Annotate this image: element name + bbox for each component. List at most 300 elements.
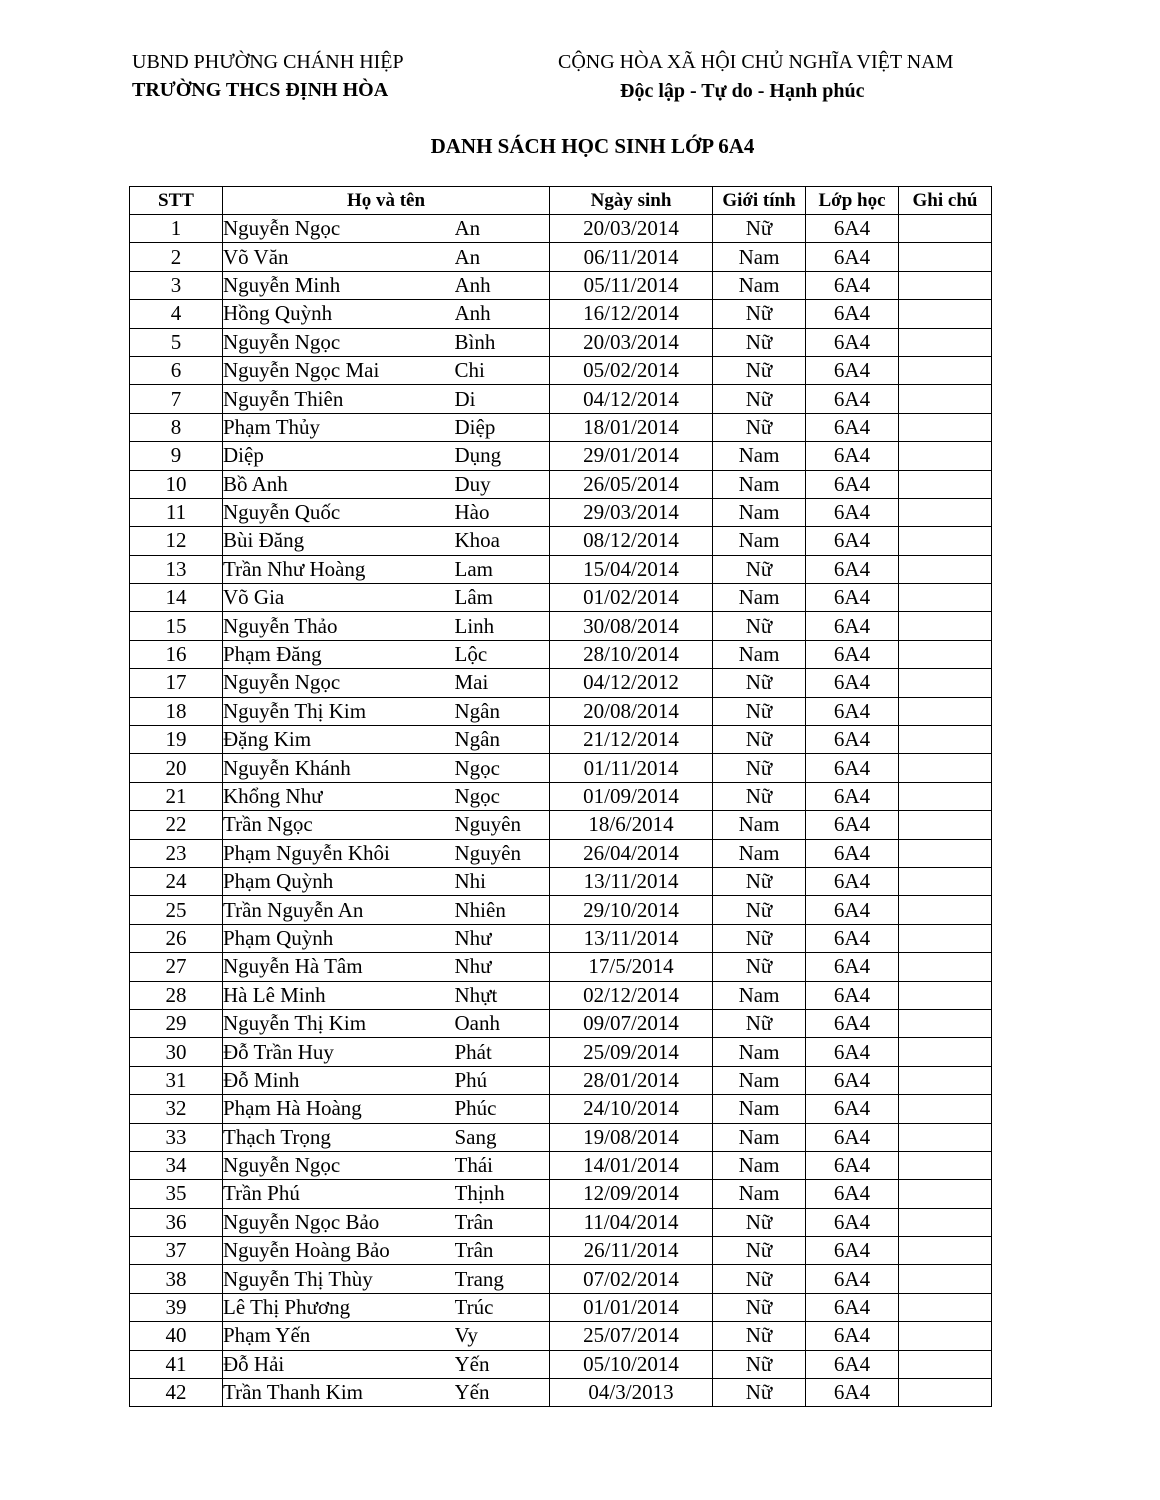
cell-class: 6A4 [806, 697, 899, 725]
cell-note [899, 1123, 992, 1151]
cell-stt: 38 [130, 1265, 223, 1293]
cell-class: 6A4 [806, 1038, 899, 1066]
cell-note [899, 953, 992, 981]
cell-dob: 19/08/2014 [550, 1123, 713, 1151]
cell-note [899, 385, 992, 413]
cell-gender: Nam [713, 1123, 806, 1151]
cell-given-name: Trân [455, 1208, 550, 1236]
cell-note [899, 328, 992, 356]
table-row [130, 1265, 992, 1293]
cell-given-name: Nguyên [455, 811, 550, 839]
table-row [130, 385, 992, 413]
cell-stt: 20 [130, 754, 223, 782]
table-row [130, 328, 992, 356]
cell-stt: 7 [130, 385, 223, 413]
cell-surname: Đỗ Trần Huy [223, 1038, 455, 1066]
cell-gender: Nam [713, 1180, 806, 1208]
cell-gender: Nam [713, 1066, 806, 1094]
cell-given-name: Mai [455, 669, 550, 697]
cell-gender: Nữ [713, 1265, 806, 1293]
cell-surname: Diệp [223, 442, 455, 470]
cell-given-name: Phát [455, 1038, 550, 1066]
table-row [130, 1293, 992, 1321]
cell-stt: 22 [130, 811, 223, 839]
cell-given-name: Nguyên [455, 839, 550, 867]
cell-surname: Nguyễn Thiên [223, 385, 455, 413]
cell-dob: 01/09/2014 [550, 782, 713, 810]
cell-note [899, 243, 992, 271]
cell-surname: Khổng Như [223, 782, 455, 810]
cell-stt: 3 [130, 271, 223, 299]
cell-gender: Nam [713, 1038, 806, 1066]
table-row [130, 555, 992, 583]
table-row [130, 1208, 992, 1236]
cell-dob: 04/12/2012 [550, 669, 713, 697]
cell-gender: Nữ [713, 669, 806, 697]
cell-given-name: Như [455, 924, 550, 952]
cell-note [899, 527, 992, 555]
cell-dob: 20/03/2014 [550, 328, 713, 356]
cell-given-name: Trúc [455, 1293, 550, 1321]
cell-class: 6A4 [806, 754, 899, 782]
cell-gender: Nữ [713, 697, 806, 725]
cell-given-name: Thịnh [455, 1180, 550, 1208]
cell-class: 6A4 [806, 527, 899, 555]
cell-surname: Nguyễn Ngọc Mai [223, 356, 455, 384]
cell-stt: 10 [130, 470, 223, 498]
cell-dob: 20/08/2014 [550, 697, 713, 725]
table-row [130, 527, 992, 555]
table-row [130, 243, 992, 271]
cell-gender: Nam [713, 271, 806, 299]
cell-note [899, 1066, 992, 1094]
org-name-school: TRƯỜNG THCS ĐỊNH HÒA [132, 79, 389, 101]
cell-stt: 37 [130, 1237, 223, 1265]
cell-given-name: Như [455, 953, 550, 981]
cell-class: 6A4 [806, 300, 899, 328]
cell-dob: 29/10/2014 [550, 896, 713, 924]
cell-stt: 16 [130, 640, 223, 668]
cell-class: 6A4 [806, 726, 899, 754]
cell-class: 6A4 [806, 1237, 899, 1265]
table-row [130, 470, 992, 498]
cell-note [899, 271, 992, 299]
cell-class: 6A4 [806, 356, 899, 384]
cell-dob: 06/11/2014 [550, 243, 713, 271]
cell-stt: 34 [130, 1151, 223, 1179]
cell-dob: 01/01/2014 [550, 1293, 713, 1321]
cell-dob: 29/01/2014 [550, 442, 713, 470]
cell-dob: 30/08/2014 [550, 612, 713, 640]
cell-dob: 05/02/2014 [550, 356, 713, 384]
cell-dob: 04/12/2014 [550, 385, 713, 413]
cell-class: 6A4 [806, 1066, 899, 1094]
cell-class: 6A4 [806, 1123, 899, 1151]
cell-given-name: An [455, 215, 550, 243]
cell-gender: Nữ [713, 612, 806, 640]
cell-note [899, 811, 992, 839]
cell-stt: 14 [130, 584, 223, 612]
cell-class: 6A4 [806, 867, 899, 895]
cell-class: 6A4 [806, 612, 899, 640]
cell-gender: Nam [713, 1095, 806, 1123]
cell-note [899, 981, 992, 1009]
cell-class: 6A4 [806, 981, 899, 1009]
table-row [130, 584, 992, 612]
cell-dob: 08/12/2014 [550, 527, 713, 555]
cell-class: 6A4 [806, 243, 899, 271]
cell-dob: 07/02/2014 [550, 1265, 713, 1293]
cell-gender: Nam [713, 498, 806, 526]
cell-note [899, 782, 992, 810]
cell-note [899, 1151, 992, 1179]
cell-surname: Đỗ Minh [223, 1066, 455, 1094]
cell-stt: 41 [130, 1350, 223, 1378]
cell-dob: 05/10/2014 [550, 1350, 713, 1378]
cell-gender: Nữ [713, 924, 806, 952]
cell-given-name: Ngân [455, 697, 550, 725]
cell-gender: Nữ [713, 555, 806, 583]
cell-given-name: Oanh [455, 1009, 550, 1037]
cell-given-name: Hào [455, 498, 550, 526]
table-row [130, 1379, 992, 1407]
table-row [130, 1180, 992, 1208]
cell-surname: Phạm Yến [223, 1322, 455, 1350]
cell-note [899, 1009, 992, 1037]
cell-surname: Phạm Thủy [223, 413, 455, 441]
cell-surname: Trần Nguyễn An [223, 896, 455, 924]
table-row [130, 981, 992, 1009]
cell-class: 6A4 [806, 328, 899, 356]
column-header-stt: STT [130, 187, 223, 215]
cell-note [899, 442, 992, 470]
cell-given-name: An [455, 243, 550, 271]
cell-surname: Trần Như Hoàng [223, 555, 455, 583]
table-body [130, 215, 992, 1407]
national-motto: Độc lập - Tự do - Hạnh phúc [620, 80, 865, 102]
national-title: CỘNG HÒA XÃ HỘI CHỦ NGHĨA VIỆT NAM [558, 51, 954, 73]
cell-surname: Nguyễn Thảo [223, 612, 455, 640]
cell-gender: Nam [713, 584, 806, 612]
cell-note [899, 867, 992, 895]
table-row [130, 924, 992, 952]
cell-gender: Nữ [713, 1350, 806, 1378]
cell-note [899, 300, 992, 328]
cell-stt: 4 [130, 300, 223, 328]
cell-gender: Nam [713, 981, 806, 1009]
cell-surname: Bùi Đăng [223, 527, 455, 555]
cell-given-name: Yến [455, 1350, 550, 1378]
table-row [130, 782, 992, 810]
cell-dob: 25/07/2014 [550, 1322, 713, 1350]
cell-dob: 13/11/2014 [550, 924, 713, 952]
cell-gender: Nam [713, 640, 806, 668]
table-row [130, 356, 992, 384]
cell-dob: 01/11/2014 [550, 754, 713, 782]
cell-given-name: Nhi [455, 867, 550, 895]
cell-note [899, 1038, 992, 1066]
cell-surname: Trần Thanh Kim [223, 1379, 455, 1407]
cell-stt: 26 [130, 924, 223, 952]
cell-dob: 28/10/2014 [550, 640, 713, 668]
table-row [130, 726, 992, 754]
cell-stt: 9 [130, 442, 223, 470]
cell-surname: Phạm Đăng [223, 640, 455, 668]
cell-stt: 35 [130, 1180, 223, 1208]
cell-dob: 26/04/2014 [550, 839, 713, 867]
table-row [130, 1066, 992, 1094]
table-row [130, 1151, 992, 1179]
cell-class: 6A4 [806, 640, 899, 668]
cell-class: 6A4 [806, 669, 899, 697]
cell-note [899, 1265, 992, 1293]
cell-given-name: Lộc [455, 640, 550, 668]
cell-given-name: Ngọc [455, 782, 550, 810]
cell-dob: 25/09/2014 [550, 1038, 713, 1066]
cell-surname: Lê Thị Phương [223, 1293, 455, 1321]
cell-stt: 11 [130, 498, 223, 526]
cell-note [899, 1322, 992, 1350]
student-table [129, 186, 992, 1407]
table-row [130, 953, 992, 981]
table-row [130, 1038, 992, 1066]
cell-gender: Nữ [713, 300, 806, 328]
cell-surname: Phạm Quỳnh [223, 924, 455, 952]
table-row [130, 498, 992, 526]
cell-note [899, 839, 992, 867]
cell-given-name: Thái [455, 1151, 550, 1179]
cell-given-name: Anh [455, 300, 550, 328]
cell-stt: 18 [130, 697, 223, 725]
cell-dob: 24/10/2014 [550, 1095, 713, 1123]
cell-surname: Đặng Kim [223, 726, 455, 754]
cell-gender: Nữ [713, 726, 806, 754]
cell-note [899, 498, 992, 526]
cell-class: 6A4 [806, 953, 899, 981]
cell-stt: 30 [130, 1038, 223, 1066]
cell-surname: Thạch Trọng [223, 1123, 455, 1151]
cell-note [899, 215, 992, 243]
cell-stt: 5 [130, 328, 223, 356]
cell-stt: 39 [130, 1293, 223, 1321]
cell-gender: Nam [713, 470, 806, 498]
cell-dob: 05/11/2014 [550, 271, 713, 299]
cell-surname: Nguyễn Khánh [223, 754, 455, 782]
cell-gender: Nữ [713, 1208, 806, 1236]
cell-gender: Nữ [713, 1322, 806, 1350]
cell-class: 6A4 [806, 839, 899, 867]
cell-note [899, 924, 992, 952]
cell-class: 6A4 [806, 811, 899, 839]
cell-dob: 01/02/2014 [550, 584, 713, 612]
cell-gender: Nữ [713, 754, 806, 782]
cell-stt: 6 [130, 356, 223, 384]
cell-dob: 28/01/2014 [550, 1066, 713, 1094]
cell-note [899, 413, 992, 441]
cell-note [899, 640, 992, 668]
cell-gender: Nữ [713, 356, 806, 384]
cell-surname: Nguyễn Ngọc [223, 1151, 455, 1179]
table-row [130, 697, 992, 725]
cell-stt: 1 [130, 215, 223, 243]
cell-class: 6A4 [806, 413, 899, 441]
cell-surname: Võ Gia [223, 584, 455, 612]
cell-note [899, 669, 992, 697]
table-header-row [130, 187, 992, 215]
cell-surname: Nguyễn Hoàng Bảo [223, 1237, 455, 1265]
cell-note [899, 1095, 992, 1123]
cell-stt: 28 [130, 981, 223, 1009]
table-row [130, 839, 992, 867]
cell-given-name: Ngân [455, 726, 550, 754]
cell-given-name: Ngọc [455, 754, 550, 782]
cell-dob: 16/12/2014 [550, 300, 713, 328]
cell-gender: Nữ [713, 328, 806, 356]
cell-class: 6A4 [806, 385, 899, 413]
cell-given-name: Chi [455, 356, 550, 384]
cell-note [899, 697, 992, 725]
cell-class: 6A4 [806, 1180, 899, 1208]
cell-class: 6A4 [806, 1208, 899, 1236]
cell-class: 6A4 [806, 1350, 899, 1378]
cell-note [899, 555, 992, 583]
cell-class: 6A4 [806, 924, 899, 952]
cell-given-name: Bình [455, 328, 550, 356]
cell-dob: 20/03/2014 [550, 215, 713, 243]
cell-gender: Nữ [713, 1009, 806, 1037]
cell-class: 6A4 [806, 271, 899, 299]
cell-note [899, 896, 992, 924]
cell-dob: 17/5/2014 [550, 953, 713, 981]
cell-stt: 8 [130, 413, 223, 441]
table-row [130, 271, 992, 299]
table-row [130, 1123, 992, 1151]
cell-dob: 12/09/2014 [550, 1180, 713, 1208]
cell-note [899, 1379, 992, 1407]
table-row [130, 1009, 992, 1037]
cell-class: 6A4 [806, 1379, 899, 1407]
cell-surname: Phạm Nguyễn Khôi [223, 839, 455, 867]
org-name-ward: UBND PHƯỜNG CHÁNH HIỆP [132, 51, 404, 73]
cell-dob: 15/04/2014 [550, 555, 713, 583]
cell-class: 6A4 [806, 470, 899, 498]
cell-surname: Nguyễn Ngọc [223, 669, 455, 697]
cell-given-name: Sang [455, 1123, 550, 1151]
cell-class: 6A4 [806, 498, 899, 526]
cell-surname: Đỗ Hải [223, 1350, 455, 1378]
document-title: DANH SÁCH HỌC SINH LỚP 6A4 [430, 134, 755, 158]
table-row [130, 669, 992, 697]
cell-given-name: Trang [455, 1265, 550, 1293]
cell-given-name: Dụng [455, 442, 550, 470]
cell-note [899, 754, 992, 782]
cell-gender: Nam [713, 1151, 806, 1179]
cell-gender: Nam [713, 243, 806, 271]
cell-stt: 32 [130, 1095, 223, 1123]
cell-surname: Hồng Quỳnh [223, 300, 455, 328]
cell-surname: Trần Ngọc [223, 811, 455, 839]
cell-note [899, 584, 992, 612]
cell-gender: Nữ [713, 1379, 806, 1407]
table-row [130, 612, 992, 640]
cell-class: 6A4 [806, 215, 899, 243]
cell-note [899, 356, 992, 384]
cell-given-name: Nhựt [455, 981, 550, 1009]
cell-given-name: Phúc [455, 1095, 550, 1123]
column-header-note: Ghi chú [899, 187, 992, 215]
cell-given-name: Linh [455, 612, 550, 640]
cell-surname: Phạm Quỳnh [223, 867, 455, 895]
cell-stt: 19 [130, 726, 223, 754]
cell-note [899, 726, 992, 754]
cell-stt: 42 [130, 1379, 223, 1407]
cell-gender: Nữ [713, 1293, 806, 1321]
table-row [130, 811, 992, 839]
table-row [130, 442, 992, 470]
cell-dob: 13/11/2014 [550, 867, 713, 895]
cell-class: 6A4 [806, 1009, 899, 1037]
cell-gender: Nam [713, 839, 806, 867]
cell-given-name: Di [455, 385, 550, 413]
cell-gender: Nam [713, 442, 806, 470]
cell-stt: 40 [130, 1322, 223, 1350]
cell-gender: Nam [713, 527, 806, 555]
cell-gender: Nữ [713, 782, 806, 810]
cell-given-name: Trân [455, 1237, 550, 1265]
cell-gender: Nữ [713, 413, 806, 441]
cell-given-name: Phú [455, 1066, 550, 1094]
cell-note [899, 1237, 992, 1265]
cell-stt: 15 [130, 612, 223, 640]
cell-dob: 18/6/2014 [550, 811, 713, 839]
cell-stt: 36 [130, 1208, 223, 1236]
cell-stt: 31 [130, 1066, 223, 1094]
cell-given-name: Yến [455, 1379, 550, 1407]
cell-given-name: Duy [455, 470, 550, 498]
column-header-dob: Ngày sinh [550, 187, 713, 215]
cell-surname: Trần Phú [223, 1180, 455, 1208]
cell-surname: Nguyễn Hà Tâm [223, 953, 455, 981]
cell-class: 6A4 [806, 1151, 899, 1179]
cell-gender: Nam [713, 811, 806, 839]
cell-given-name: Nhiên [455, 896, 550, 924]
cell-note [899, 612, 992, 640]
cell-surname: Nguyễn Ngọc [223, 215, 455, 243]
cell-given-name: Anh [455, 271, 550, 299]
cell-dob: 26/11/2014 [550, 1237, 713, 1265]
column-header-name: Họ và tên [223, 187, 550, 215]
cell-surname: Nguyễn Quốc [223, 498, 455, 526]
cell-gender: Nữ [713, 385, 806, 413]
table-row [130, 896, 992, 924]
cell-note [899, 1208, 992, 1236]
cell-stt: 33 [130, 1123, 223, 1151]
cell-stt: 21 [130, 782, 223, 810]
cell-dob: 18/01/2014 [550, 413, 713, 441]
cell-surname: Nguyễn Ngọc Bảo [223, 1208, 455, 1236]
cell-given-name: Lâm [455, 584, 550, 612]
cell-stt: 23 [130, 839, 223, 867]
cell-stt: 25 [130, 896, 223, 924]
cell-gender: Nữ [713, 215, 806, 243]
cell-dob: 11/04/2014 [550, 1208, 713, 1236]
cell-surname: Phạm Hà Hoàng [223, 1095, 455, 1123]
cell-class: 6A4 [806, 1095, 899, 1123]
table-row [130, 300, 992, 328]
cell-surname: Nguyễn Thị Kim [223, 1009, 455, 1037]
table-row [130, 1095, 992, 1123]
cell-gender: Nữ [713, 1237, 806, 1265]
